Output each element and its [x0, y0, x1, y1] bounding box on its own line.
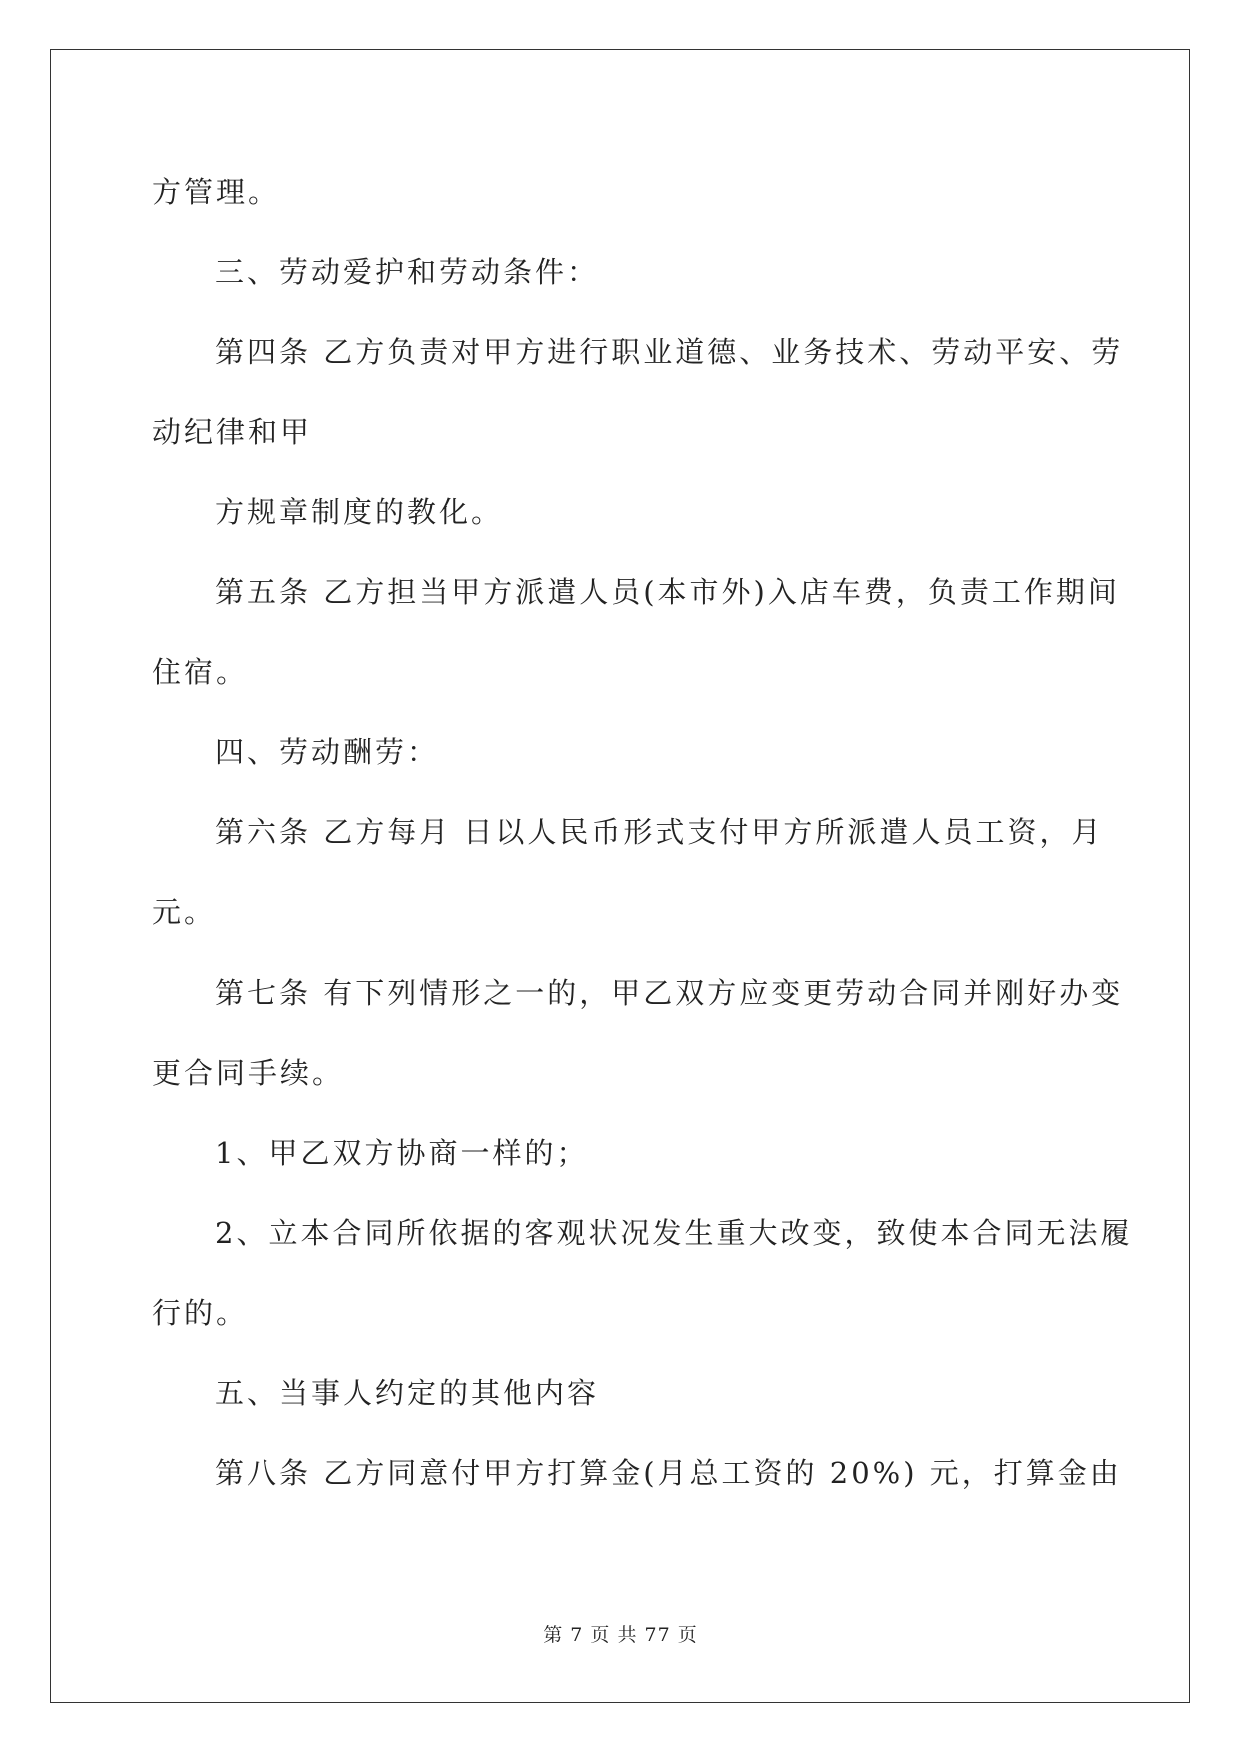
article-5-line-2: 住宿。 [152, 655, 249, 689]
article-4-line-3: 方规章制度的教化。 [215, 495, 504, 529]
article-7-line-2: 更合同手续。 [152, 1056, 345, 1090]
list-item-2-line-2: 行的。 [152, 1296, 249, 1330]
list-item-2-line-1: 2、立本合同所依据的客观状况发生重大改变，致使本合同无法履 [215, 1216, 1133, 1250]
article-6-line-1: 第六条 乙方每月 日以人民币形式支付甲方所派遣人员工资，月 [215, 815, 1104, 849]
text-line-1: 方管理。 [152, 175, 281, 209]
article-7-line-1: 第七条 有下列情形之一的，甲乙双方应变更劳动合同并刚好办变 [215, 976, 1124, 1010]
page-footer: 第 7 页 共 77 页 [543, 1624, 698, 1646]
article-5-line-1: 第五条 乙方担当甲方派遣人员(本市外)入店车费，负责工作期间 [215, 575, 1120, 609]
list-item-1: 1、甲乙双方协商一样的； [215, 1136, 589, 1170]
section-heading-5: 五、当事人约定的其他内容 [215, 1376, 600, 1410]
article-8-line-1: 第八条 乙方同意付甲方打算金(月总工资的 20%) 元，打算金由 [215, 1456, 1122, 1490]
section-heading-4: 四、劳动酬劳： [215, 735, 440, 769]
article-4-line-2: 动纪律和甲 [152, 415, 313, 449]
article-4-line-1: 第四条 乙方负责对甲方进行职业道德、业务技术、劳动平安、劳 [215, 335, 1124, 369]
section-heading-3: 三、劳动爱护和劳动条件： [215, 255, 600, 289]
article-6-line-2: 元。 [152, 895, 217, 929]
